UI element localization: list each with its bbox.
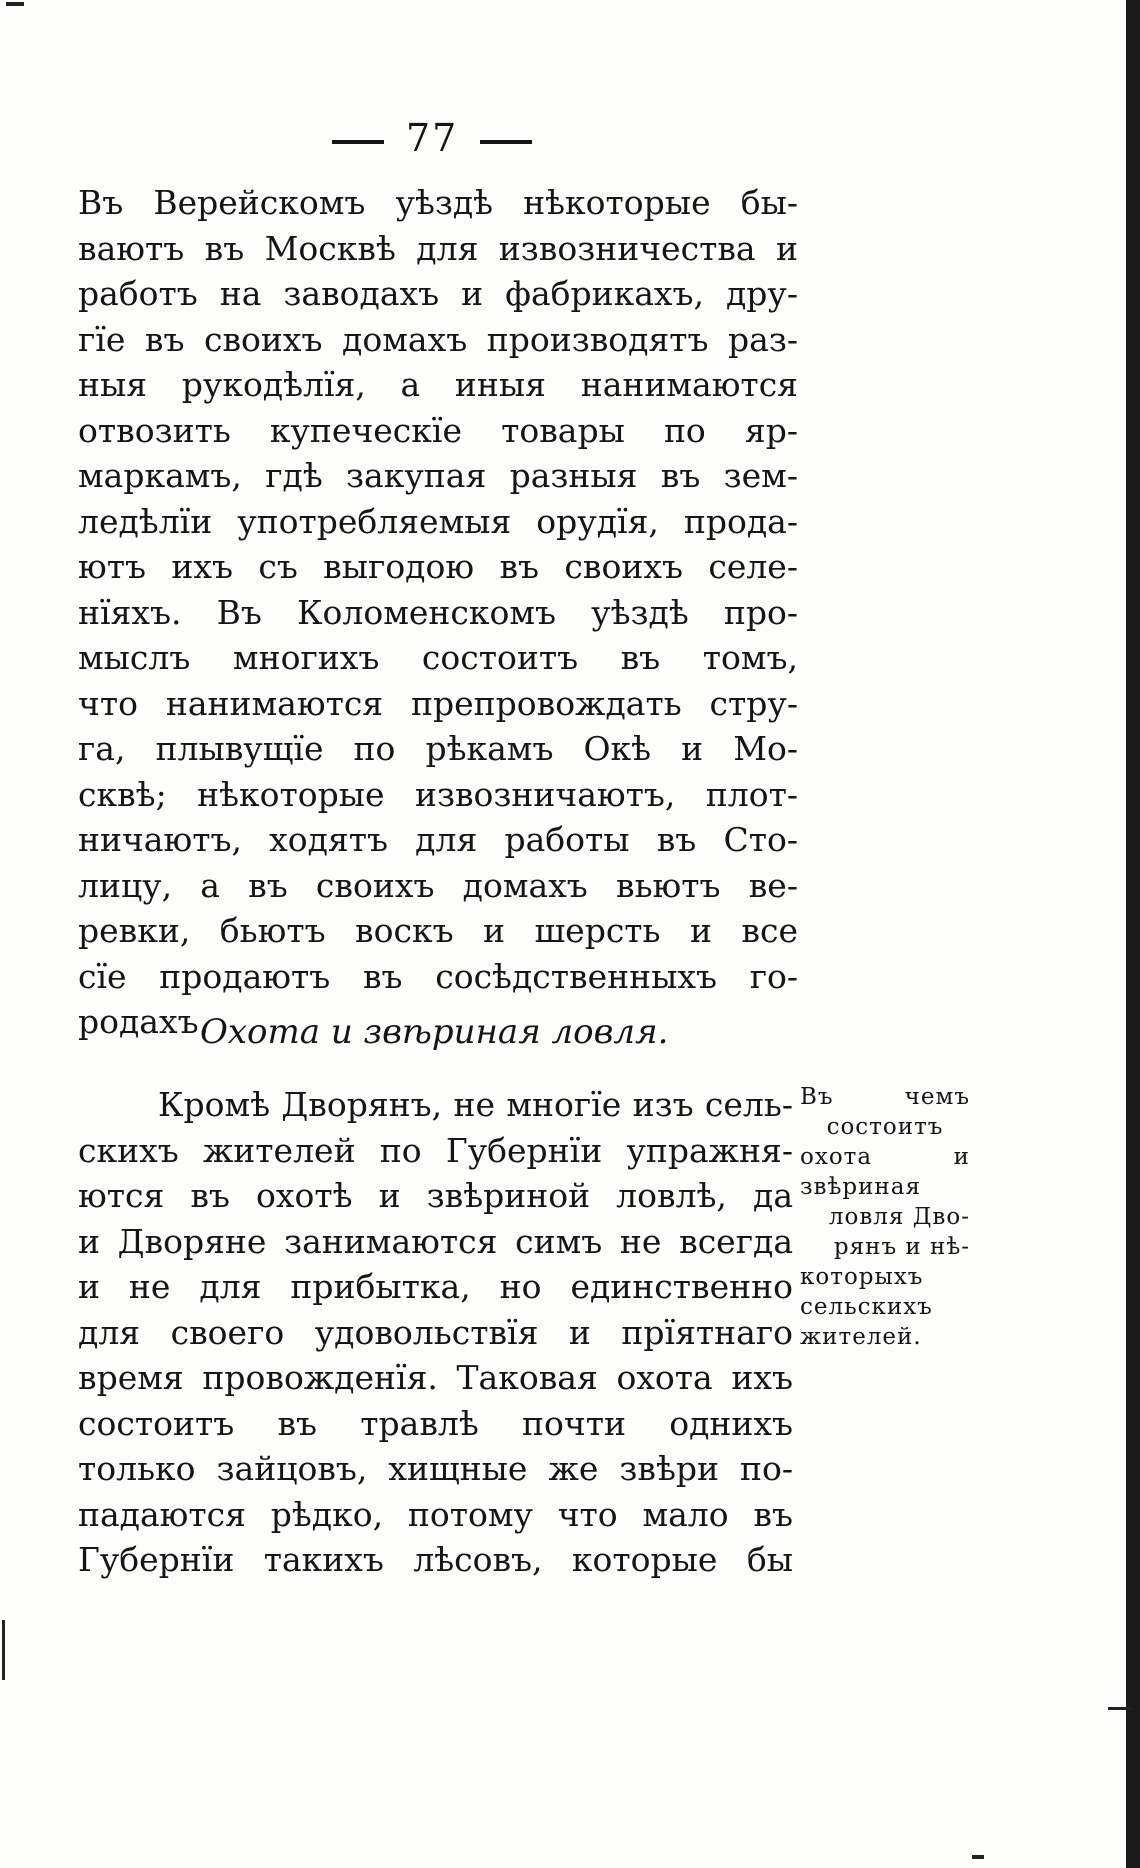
text-line: га, плывущїе по рѣкамъ Окѣ и Мо- — [78, 729, 798, 768]
margin-note-line: ловля Дво- — [828, 1204, 970, 1230]
scan-speck — [6, 2, 24, 6]
text-line: и Дворяне занимаются симъ не всегда — [78, 1221, 793, 1261]
text-line: Кромѣ Дворянъ, не многїе изъ сель- — [158, 1085, 793, 1124]
text-line: мыслъ многихъ состоитъ въ томъ, — [78, 638, 798, 677]
text-line: для своего удовольствїя и прїятнаго — [78, 1312, 793, 1352]
scan-speck — [2, 1620, 5, 1680]
text-line: Губернїи такихъ лѣсовъ, которые бы — [78, 1540, 793, 1579]
right-dash — [480, 140, 532, 144]
text-line: и не для прибытка, но единственно — [78, 1267, 793, 1306]
margin-note-line: охота и — [800, 1144, 970, 1170]
text-line: состоитъ въ травлѣ почти однихъ — [78, 1403, 793, 1443]
margin-note-line: рянъ и нѣ- — [833, 1234, 970, 1260]
text-line: время провожденїя. Таковая охота ихъ — [78, 1358, 793, 1397]
text-line: ютъ ихъ съ выгодою въ своихъ селе- — [78, 547, 798, 586]
paragraph-1 — [78, 180, 798, 1045]
text-line: ревки, бьютъ воскъ и шерсть и все — [78, 911, 798, 950]
page-number — [310, 116, 554, 160]
margin-note — [800, 1082, 970, 1352]
text-line: Въ Верейскомъ уѣздѣ нѣкоторые бы- — [78, 183, 798, 222]
text-line: ледѣлїи употребляемыя орудїя, прода- — [78, 501, 798, 541]
text-line: скихъ жителей по Губернїи упражня- — [78, 1130, 793, 1170]
paragraph-2 — [78, 1082, 793, 1583]
left-dash — [332, 140, 384, 144]
margin-note-line: Въ чемъ — [800, 1084, 970, 1110]
margin-note-line: жителей. — [800, 1324, 922, 1350]
scan-speck — [972, 1855, 984, 1859]
text-line: отвозить купеческїе товары по яр- — [78, 410, 798, 450]
text-line: родахъ. — [78, 1002, 210, 1041]
margin-note-line: которыхъ — [800, 1264, 924, 1290]
text-line: ются въ охотѣ и звѣриной ловлѣ, да — [78, 1176, 793, 1215]
text-line: маркамъ, гдѣ закупая разныя въ зем- — [78, 456, 798, 495]
text-line: только зайцовъ, хищные же звѣри по- — [78, 1449, 793, 1488]
text-line: гїе въ своихъ домахъ производятъ раз- — [78, 319, 798, 359]
text-line: работъ на заводахъ и фабрикахъ, дру- — [78, 274, 798, 313]
scan-speck — [1108, 1707, 1132, 1710]
text-line: падаются рѣдко, потому что мало въ — [78, 1494, 793, 1534]
text-line: ваютъ въ Москвѣ для извозничества и — [78, 228, 798, 268]
text-line: ничаютъ, ходятъ для работы въ Сто- — [78, 820, 798, 859]
text-line: нїяхъ. Въ Коломенскомъ уѣздѣ про- — [78, 592, 798, 632]
page-number-text: 77 — [406, 116, 459, 160]
text-line: ныя рукодѣлїя, а иныя нанимаются — [78, 365, 798, 404]
margin-note-line: состоитъ — [826, 1114, 944, 1140]
margin-note-line: звѣриная — [800, 1174, 921, 1200]
margin-note-line: сельскихъ — [800, 1294, 933, 1320]
text-line: лицу, а въ своихъ домахъ вьютъ ве- — [78, 865, 798, 905]
text-line: что нанимаются препровождать стру- — [78, 683, 798, 723]
section-heading: Охота и звѣриная ловля. — [200, 1012, 669, 1052]
text-line: сквѣ; нѣкоторые извозничаютъ, плот- — [78, 774, 798, 814]
text-line: сїе продаютъ въ сосѣдственныхъ го- — [78, 956, 798, 996]
scan-edge — [1126, 0, 1140, 1868]
